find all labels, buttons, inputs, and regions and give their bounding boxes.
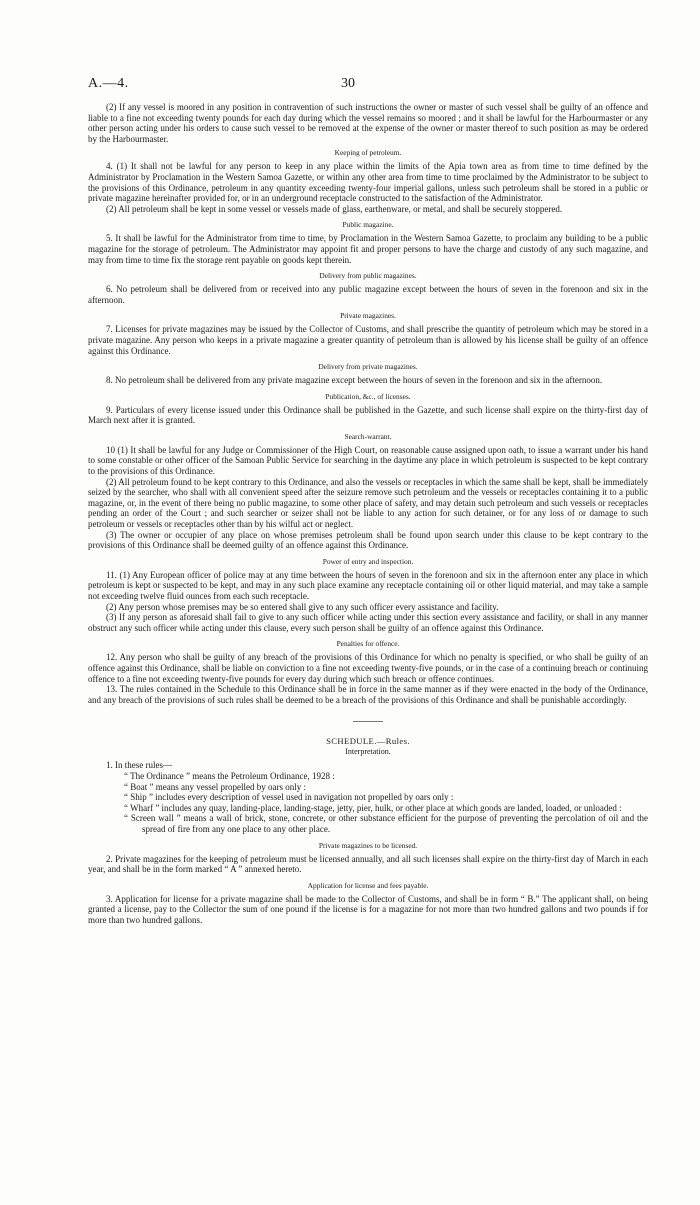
definition-item: “ Boat ” means any vessel propelled by oars only : [124,781,306,792]
paragraph: (2) Any person whose premises may be so entered shall give to any such officer every assistance and facility. [106,601,499,612]
paragraph: (2) If any vessel is moored in any position in contravention of such instructions the owner or master of such vessel shall be guilty of an offence and liable to a fine not exceeding twenty pounds for each day during which the vessel remains so moored ; and it shall be lawful for the Harbourmaster or any other person acting under his orders to cause such vessel to be removed at the expense of the owner or master thereof to such position as may be ordered by the Harbourmaster. [88,102,648,144]
paragraph: 3. Application for license for a private magazine shall be made to the Collector of Customs, and shall be in form “ B.” The applicant shall, on being granted a license, pay to the Collector the sum of one pound if the license is for a magazine for not more than two hundred gallons and two pounds if for more than two hundred gallons. [88,893,648,925]
section-heading: Application for license and fees payable. [307,880,429,890]
paragraph: 7. Licenses for private magazines may be issued by the Collector of Customs, and shall prescribe the quantity of petroleum which may be stored in a private magazine. Any person who keeps in a private magazine a greater quantity of petroleum than is allowed by his license shall be guilty of an offence against this Ordinance. [88,324,648,356]
definition-item: “ Wharf ” includes any quay, landing-place, landing-stage, jetty, pier, hulk, or other place at which goods are landed, loaded, or unloaded : [124,802,622,813]
definition-item: “ Ship ” includes every description of vessel used in navigation not propelled by oars only : [124,792,454,803]
section-divider [353,721,383,722]
definition-item: “ The Ordinance ” means the Petroleum Ordinance, 1928 : [124,770,335,781]
paragraph: 13. The rules contained in the Schedule to this Ordinance shall be in force in the same manner as if they were enacted in the body of the Ordinance, and any breach of the provisions of such rules shall be deemed to be a breach of the provisions of this Ordinance and shall be punishable accordingly. [88,684,648,705]
paragraph: 12. Any person who shall be guilty of any breach of the provisions of this Ordinance for which no penalty is specified, or who shall be guilty of an offence against this Ordinance, shall be liable on conviction to a fine not exceeding twenty-five pounds, or in the case of a continuing breach or continuing offence to a fine not exceeding twenty-five pounds for every day during which such breach or offence continues. [88,652,648,684]
paragraph: 10 (1) It shall be lawful for any Judge or Commissioner of the High Court, on reasonable cause assigned upon oath, to issue a warrant under his hand to some constable or other officer of the Samoan Public Service for searching in the daytime any place in which petroleum is suspected to be kept contrary to the provisions of this Ordinance. [88,444,648,477]
section-heading: Keeping of petroleum. [334,148,402,158]
paragraph: 8. No petroleum shall be delivered from any private magazine except between the hours of seven in the forenoon and six in the afternoon. [106,375,603,386]
paragraph: (3) If any person as aforesaid shall fail to give to any such officer while acting under this section every assistance and facility, or shall in any manner obstruct any such officer while acting under this clause, every such person shall be guilty of an offence against this Ordinance. [88,612,648,633]
paragraph: 9. Particulars of every license issued under this Ordinance shall be published in the Gazette, and such license shall expire on the thirty-first day of March next after it is granted. [88,404,648,426]
section-heading: Search-warrant. [344,431,392,441]
paragraph: 5. It shall be lawful for the Administrator from time to time, by Proclamation in the Western Samoa Gazette, to proclaim any building to be a public magazine for the storage of petroleum. The Administrator may appoint fit and proper persons to have the charge and custody of any such magazine, and may from time to time fix the storage rent payable on goods kept therein. [88,233,648,265]
paragraph: (3) The owner or occupier of any place on whose premises petroleum shall be found upon search under this clause to be kept contrary to the provisions of this Ordinance shall be deemed guilty of an offence against this Ordinance. [88,529,648,551]
section-heading: Delivery from public magazines. [319,271,417,281]
definition-list [88,771,648,835]
document-reference: A.—4. [88,76,129,91]
paragraph: 4. (1) It shall not be lawful for any person to keep in any place within the limits of the Apia town area as from time to time defined by the Administrator by Proclamation in the Western Samoa Gazette, or within any other area from time to time proclaimed by the Administrator to be subject to the provisions of this Ordinance, petroleum in any quantity exceeding twenty-four imperial gallons, unless such petroleum shall be stored in a public or private magazine hereinafter provided for, or in an underground receptacle constructed to the satisfaction of the Administrator. [88,161,648,204]
paragraph: 11. (1) Any European officer of police may at any time between the hours of seven in the forenoon and six in the afternoon enter any place in which petroleum is kept or suspected to be kept, and may in any such place examine any receptacle containing oil or other liquid material, and may take a sample not exceeding twelve fluid ounces from each such receptacle. [88,569,648,601]
section-heading: Delivery from private magazines. [318,362,418,372]
page-body [88,102,648,925]
paragraph: 6. No petroleum shall be delivered from or received into any public magazine except between the hours of seven in the forenoon and six in the afternoon. [88,284,648,305]
section-heading: Private magazines. [340,311,396,321]
section-heading: Power of entry and inspection. [322,556,414,566]
paragraph: 2. Private magazines for the keeping of petroleum must be licensed annually, and all such licenses shall expire on the thirty-first day of March in each year, and shall be in the form marked “ A ” annexed hereto. [88,853,648,875]
page-number: 30 [341,76,355,91]
section-heading: Public magazine. [342,220,394,230]
section-heading: Penalties for offence. [336,639,400,649]
paragraph: (2) All petroleum shall be kept in some vessel or vessels made of glass, earthenware, or metal, and shall be securely stoppered. [106,203,563,214]
schedule-title: SCHEDULE.—Rules. [326,736,410,747]
page-header [88,76,648,94]
section-heading: Private magazines to be licensed. [318,840,418,850]
schedule-subtitle: Interpretation. [345,747,391,757]
definition-item: “ Screen wall ” means a wall of brick, stone, concrete, or other substance efficient for the purpose of preventing the percolation of oil and the spread of fire from any one place to any other place. [124,813,648,834]
paragraph: 1. In these rules— [106,760,172,771]
paragraph: (2) All petroleum found to be kept contrary to this Ordinance, and also the vessels or receptacles in which the same shall be kept, shall be immediately seized by the searcher, who shall with all convenient speed after the seizure remove such petroleum and the vessels or receptacles containing it to a public magazine, or, in the event of there being no public magazine, to some other place of safety, and may detain such petroleum and such vessels or receptacles pending an order of the Court ; and such searcher or seizer shall not be liable to any action for such detainer, or for any loss of or damage to such petroleum or vessels or receptacles other than by his wilful act or neglect. [88,476,648,530]
section-heading: Publication, &c., of licenses. [325,391,411,401]
